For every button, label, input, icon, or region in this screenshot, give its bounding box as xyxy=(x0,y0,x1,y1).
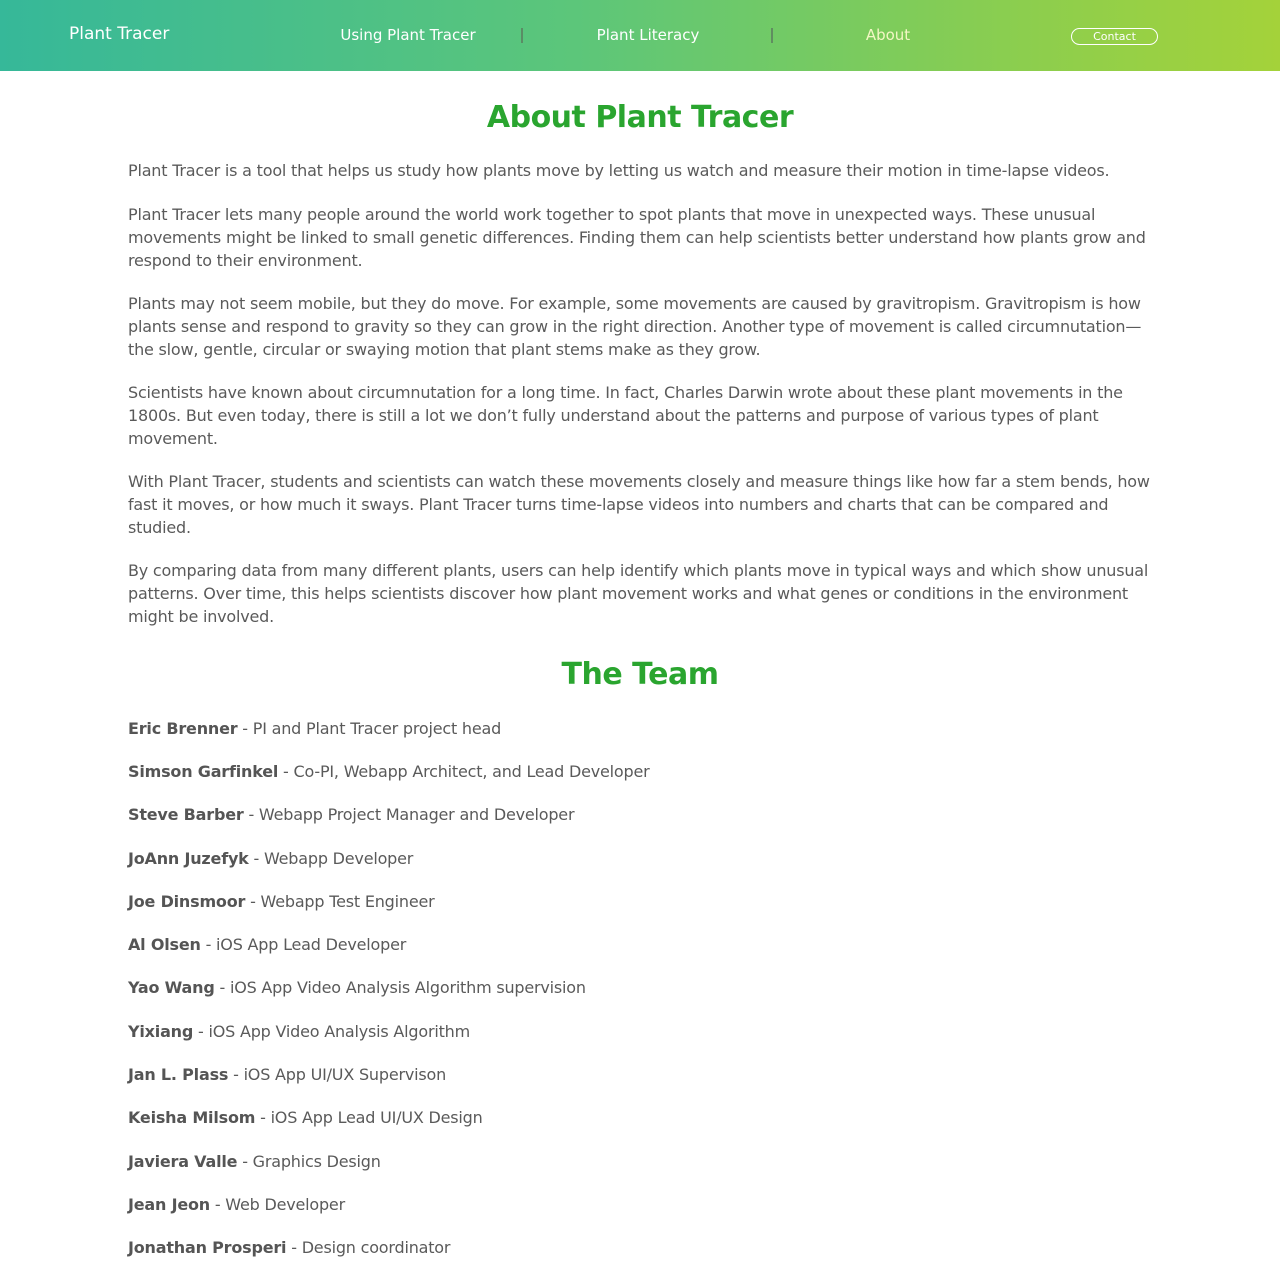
team-member xyxy=(128,803,574,826)
team-member-name: Simson Garfinkel xyxy=(128,762,279,781)
team-member-name: JoAnn Juzefyk xyxy=(128,849,249,868)
about-paragraph: Scientists have known about circumnutation for a long time. In fact, Charles Darwin wrote about these plant movements in the 1800s. But even today, there is still a lot we don’t fully understand about the patterns and purpose of various types of plant movement. xyxy=(128,383,1123,448)
team-member xyxy=(128,1193,345,1216)
team-member-role: - Webapp Project Manager and Developer xyxy=(243,805,575,824)
team-member-role: - Webapp Developer xyxy=(248,849,414,868)
nav-link-plant-literacy[interactable]: Plant Literacy xyxy=(596,26,700,44)
team-member-role: - iOS App Video Analysis Algorithm supervision xyxy=(214,978,586,997)
about-title: About Plant Tracer xyxy=(486,100,794,135)
team-member-role: - Co-PI, Webapp Architect, and Lead Developer xyxy=(278,762,650,781)
team-member-name: Jean Jeon xyxy=(128,1195,210,1214)
team-member-role: - PI and Plant Tracer project head xyxy=(237,719,502,738)
team-member-name: Keisha Milsom xyxy=(128,1108,256,1127)
about-paragraph: By comparing data from many different plants, users can help identify which plants move in typical ways and which show unusual patterns. Over time, this helps scientists discover how plant movement works and what genes or conditions in the environment might be involved. xyxy=(128,561,1149,626)
team-member-role: - iOS App UI/UX Supervison xyxy=(228,1065,447,1084)
team-member xyxy=(128,1236,450,1259)
team-member-role: - Design coordinator xyxy=(286,1238,451,1257)
team-member-role: - iOS App Video Analysis Algorithm xyxy=(193,1022,470,1041)
team-member-name: Steve Barber xyxy=(128,805,244,824)
about-paragraph: With Plant Tracer, students and scientists can watch these movements closely and measure things like how far a stem bends, how fast it moves, or how much it sways. Plant Tracer turns time-lapse videos into numbers and charts that can be compared and studied. xyxy=(128,472,1150,537)
team-member-role: - Webapp Test Engineer xyxy=(245,892,435,911)
about-paragraph: Plant Tracer lets many people around the world work together to spot plants that move in unexpected ways. These unusual movements might be linked to small genetic differences. Finding them can help scientists better understand how plants grow and respond to their environment. xyxy=(128,205,1146,270)
team-member-role: - iOS App Lead Developer xyxy=(200,935,407,954)
team-member-name: Jan L. Plass xyxy=(128,1065,229,1084)
team-member xyxy=(128,1063,446,1086)
contact-button[interactable]: Contact xyxy=(1071,28,1158,45)
team-member xyxy=(128,1020,470,1043)
nav-link-using-plant-tracer[interactable]: Using Plant Tracer xyxy=(340,26,476,44)
team-member-name: Al Olsen xyxy=(128,935,201,954)
team-member xyxy=(128,847,413,870)
team-member xyxy=(128,760,650,783)
nav-separator xyxy=(521,28,523,43)
team-member xyxy=(128,976,586,999)
team-member-name: Eric Brenner xyxy=(128,719,238,738)
team-member xyxy=(128,717,501,740)
about-paragraph: Plant Tracer is a tool that helps us study how plants move by letting us watch and measure their motion in time-lapse videos. xyxy=(128,161,1110,180)
team-member xyxy=(128,1150,381,1173)
team-member-name: Yixiang xyxy=(128,1022,194,1041)
team-member-name: Joe Dinsmoor xyxy=(128,892,246,911)
team-member xyxy=(128,1106,483,1129)
team-member xyxy=(128,890,435,913)
team-member-role: - Web Developer xyxy=(209,1195,345,1214)
about-paragraph: Plants may not seem mobile, but they do move. For example, some movements are caused by gravitropism. Gravitropism is how plants sense and respond to gravity so they can grow in the right direction. Another type of movement is called circumnutation—the slow, gentle, circular or swaying motion that plant stems make as they grow. xyxy=(128,294,1142,359)
nav-link-about[interactable]: About xyxy=(865,26,911,44)
team-member-name: Yao Wang xyxy=(128,978,215,997)
team-member-name: Jonathan Prosperi xyxy=(128,1238,287,1257)
team-member-name: Javiera Valle xyxy=(128,1152,238,1171)
nav-separator xyxy=(771,28,773,43)
team-member xyxy=(128,933,406,956)
team-member-role: - iOS App Lead UI/UX Design xyxy=(255,1108,483,1127)
brand-logo-link[interactable]: Plant Tracer xyxy=(69,24,170,44)
team-title: The Team xyxy=(561,657,719,692)
team-member-role: - Graphics Design xyxy=(237,1152,381,1171)
top-navbar xyxy=(0,0,1280,71)
